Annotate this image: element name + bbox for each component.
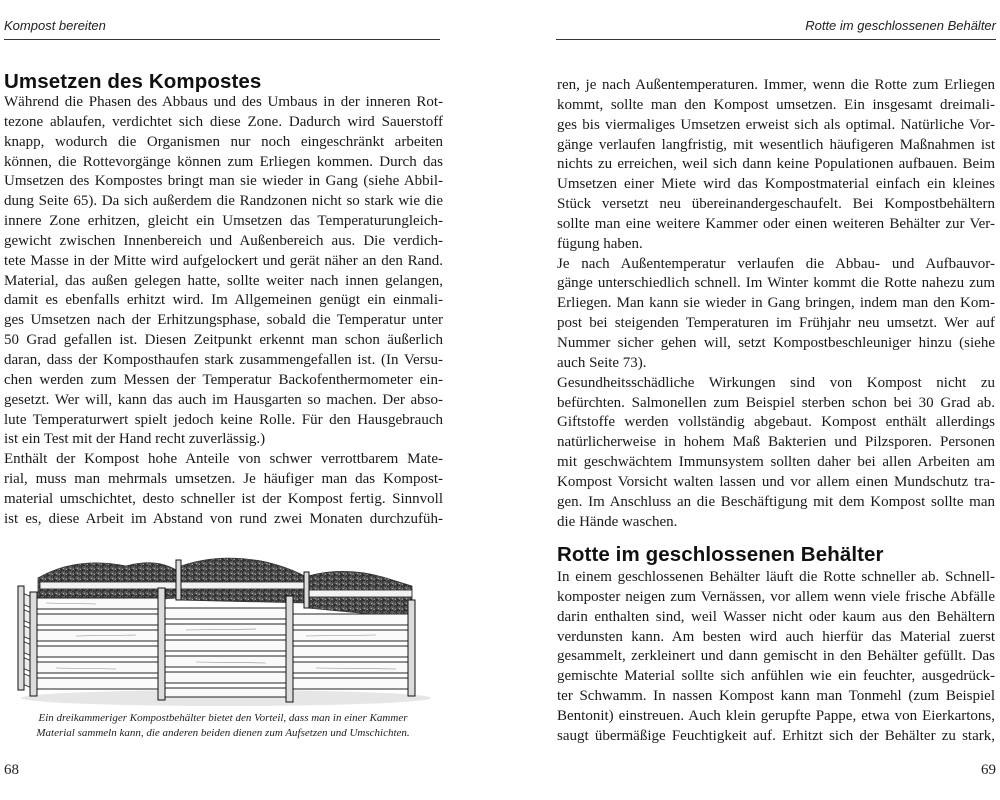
text-line: tezone ablaufen, verdichtet sich diese Zone. Dadurch wird Sauerstoff — [4, 113, 443, 130]
text-line: Gesundheitsschädliche Wirkungen sind von Kompost nicht zu — [557, 374, 995, 391]
figure-caption — [8, 711, 438, 741]
text-line: verdunsten kann. Am besten wird auch hierfür das Material zuerst — [557, 628, 995, 645]
text-line: ges Umsetzen nach der Erhitzungsphase, sobald die Temperatur unter — [4, 312, 443, 329]
right-page — [500, 0, 1000, 800]
text-line: Enthält der Kompost hohe Anteile von schwer verrottbarem Mate- — [4, 451, 443, 468]
text-line: sollte man eine weitere Kammer oder einen weiteren Behälter zur Ver- — [557, 215, 995, 232]
text-line: komposter neigen zum Vernässen, vor allem wenn viele frische Abfälle — [557, 588, 995, 605]
text-line: knapp, wodurch die Organismen nur noch eingeschränkt arbeiten — [4, 133, 443, 150]
text-line: In einem geschlossenen Behälter läuft die Rotte schneller ab. Schnell- — [557, 569, 995, 585]
text-line: natürlicherweise in hohem Maß Bakterien und Pilzsporen. Personen — [557, 434, 995, 451]
text-line: darin enthalten sind, weil Wasser nicht oder kaum aus den Behältern — [557, 608, 995, 625]
text-line: auch Seite 73). — [557, 354, 647, 371]
left-body-text — [4, 93, 443, 530]
text-line: 50 Grad gefallen ist. Diesen Zeitpunkt erkennt man schon äußerlich — [4, 332, 443, 349]
text-line: damit es ebenfalls erhitzt wird. Im Allgemeinen genügt ein einmali- — [4, 292, 443, 309]
text-line: Nummer sicher gehen will, setzt Kompostbeschleuniger hinzu (siehe — [557, 334, 995, 351]
left-running-head: Kompost bereiten — [4, 18, 440, 40]
text-line: lute Temperaturwert spielt jedoch keine Rolle. Für den Hausgebrauch — [4, 411, 443, 428]
text-line: innere Zone erhitzen, gleicht ein Umsetzen das Temperaturungleich- — [4, 213, 443, 230]
figure-caption-line-1: Ein dreikammeriger Kompostbehälter bietet den Vorteil, dass man in einer Kammer — [38, 712, 408, 724]
text-line: ist ein Test mit der Hand recht zuverlässig.) — [4, 431, 266, 448]
text-line: Material, das außen gelegen hatte, sollte weiter nach innen gelangen, — [4, 272, 443, 289]
compost-bin-illustration — [16, 548, 436, 708]
text-line: kommt, sollte man den Kompost umsetzen. Ein insgesamt dreimali- — [557, 96, 995, 113]
text-line: Während die Phasen des Abbaus und des Umbaus in der inneren Rot- — [4, 94, 443, 110]
text-line: daran, dass der Komposthaufen stark zusammengefallen ist. (In Versu- — [4, 351, 443, 368]
text-line: ges bis viermaliges Umsetzen erweist sich als optimal. Natürliche Vor- — [557, 116, 995, 133]
right-continued-text — [557, 76, 995, 532]
text-line: Je nach Außentemperatur verlaufen die Abbau- und Aufbauvor- — [557, 255, 995, 272]
text-line: mit geschwächtem Immunsystem sollten daher bei allen Arbeiten am — [557, 454, 995, 471]
text-line: ist es, diese Arbeit im Abstand von rund zwei Monaten durchzufüh- — [4, 510, 443, 527]
text-line: die Hände waschen. — [557, 513, 678, 530]
text-line: Erliegen. Man kann sie wieder in Gang bringen, indem man den Kom- — [557, 295, 995, 312]
text-line: gen. Im Anschluss an die Beschäftigung mit dem Kompost sollte man — [557, 493, 995, 510]
text-line: befürchten. Salmonellen zum Beispiel sterben schon bei 30 Grad ab. — [557, 394, 995, 411]
figure-caption-line-2: Material sammeln kann, die anderen beiden dienen zum Aufsetzen und Umschichten. — [36, 727, 410, 739]
text-line: gänge verlaufen langfristig, mit wesentlich häufigeren Maßnahmen ist — [557, 136, 995, 153]
right-running-head: Rotte im geschlossenen Behälter — [556, 18, 996, 40]
text-line: Stück versetzt neu übereinandergeschaufelt. Bei Kompostbehältern — [557, 196, 995, 213]
right-section-text — [557, 568, 995, 747]
text-line: Giftstoffe werden vollständig abgebaut. Kompost enthält allerdings — [557, 414, 995, 431]
text-line: Kompost Vorsicht walten lassen und vor allem einen Mundschutz tra- — [557, 473, 995, 490]
text-line: Umsetzen des Kompostes bringt man sie wieder in Gang (siehe Abbil- — [4, 173, 443, 190]
text-line: ren, je nach Außentemperaturen. Immer, wenn die Rotte zum Erliegen — [557, 77, 995, 93]
text-line: rial, muss man mehrmals umsetzen. Je häufiger man das Kompost- — [4, 471, 443, 488]
text-line: gesammelt, zerkleinert und dann gemischt in den Behälter gefüllt. Das — [557, 648, 995, 665]
text-line: material umschichtet, desto schneller ist der Kompost fertig. Sinnvoll — [4, 490, 443, 507]
text-line: Umsetzen einer Miete wird das Kompostmaterial einfach ein kleines — [557, 176, 995, 193]
text-line: fügung haben. — [557, 235, 643, 252]
text-line: Bentonit) einstreuen. Auch klein gerupfte Pappe, etwa von Eierkartons, — [557, 707, 995, 724]
text-line: chen werden zum Messen der Temperatur Backofenthermometer ein- — [4, 371, 443, 388]
text-line: tete Masse in der Mitte wird aufgelockert und gerät näher an den Rand. — [4, 252, 443, 269]
text-line: können, die Rottevorgänge können zum Erliegen kommen. Durch das — [4, 153, 443, 170]
text-line: gemischte Material sollte sich anfühlen wie ein feuchter, ausgedrück- — [557, 668, 995, 685]
page-number-right: 69 — [981, 762, 996, 778]
text-line: post bei steigenden Temperaturen im Frühjahr neu umsetzt. Wer auf — [557, 315, 995, 332]
text-line: gänge unterschiedlich schnell. Im Winter kommt die Rotte nahezu zum — [557, 275, 995, 292]
text-line: dung Seite 65). Da sich außerdem die Randzonen nicht so stark wie die — [4, 193, 443, 210]
section-title-umsetzen: Umsetzen des Kompostes — [4, 70, 262, 93]
text-line: saugt übermäßige Feuchtigkeit auf. Erhitzt sich der Behälter zu stark, — [557, 727, 995, 744]
text-line: gesetzt. Wer will, kann das auch im Hausgarten so machen. Der abso- — [4, 391, 443, 408]
page-number-left: 68 — [4, 762, 19, 778]
section-title-rotte: Rotte im geschlossenen Behälter — [557, 543, 884, 566]
text-line: nichts zu erreichen, weil sich dann keine Populationen aufbauen. Beim — [557, 156, 995, 173]
text-line: gewicht zwischen Innenbereich und Außenbereich aus. Die verdich- — [4, 232, 443, 249]
text-line: ter Schwamm. In nassen Kompost kann man Tonmehl (zum Beispiel — [557, 688, 995, 705]
